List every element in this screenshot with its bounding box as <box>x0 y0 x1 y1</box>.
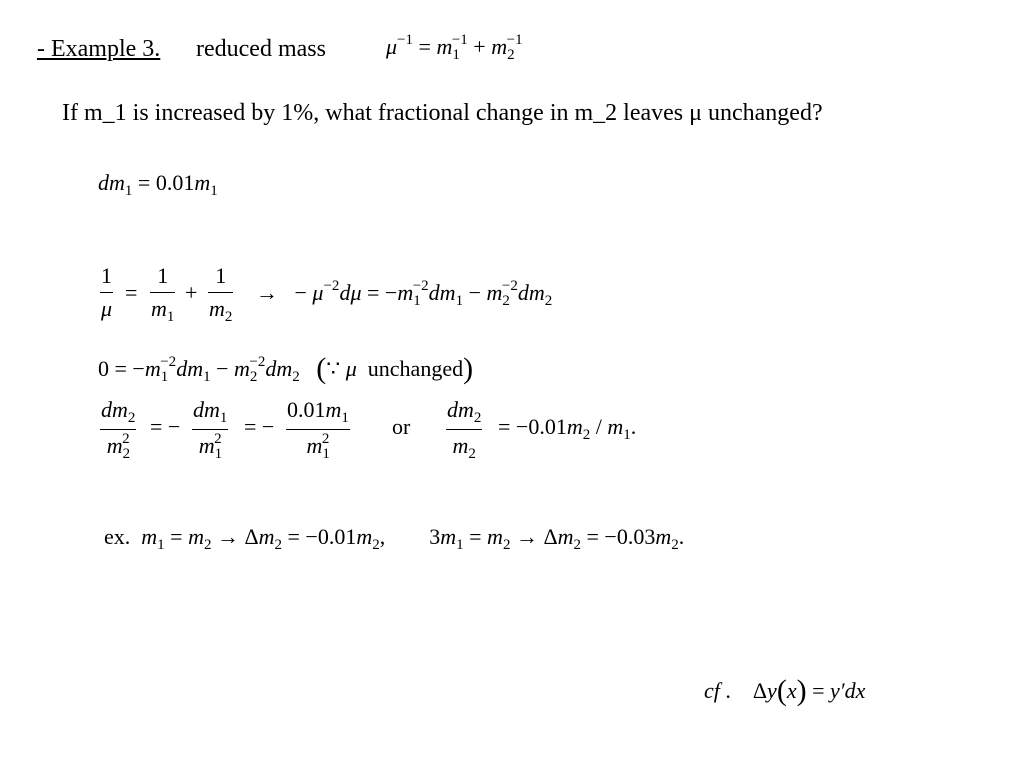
m-symbol: m <box>188 524 204 549</box>
subscript: 1 <box>210 183 218 199</box>
fraction-bar <box>192 429 228 430</box>
close-paren: ) <box>796 674 807 707</box>
zero: 0 <box>98 356 109 381</box>
because-symbol: ∵ <box>326 356 341 381</box>
exponent: 2 <box>214 431 222 447</box>
equals-sign: = − <box>366 280 398 305</box>
subscript: 2 <box>507 47 515 63</box>
subscript: 1 <box>214 446 223 462</box>
m-symbol: m <box>566 414 583 439</box>
fraction-1-over-m2 <box>208 262 233 326</box>
equals-sign: = − <box>287 524 318 549</box>
plus-sign: + <box>185 280 198 305</box>
subscript: 2 <box>203 537 212 553</box>
y-symbol: y <box>767 678 777 703</box>
denominator: $m_2$ <box>209 296 233 325</box>
numerator: 1 <box>101 263 113 288</box>
subscript: 1 <box>219 410 228 426</box>
fraction-bar <box>100 429 136 430</box>
subscript: 2 <box>224 309 233 325</box>
exponent: 2 <box>122 431 130 447</box>
question-text: If m_1 is increased by 1%, what fractional change in m_2 leaves μ unchanged? <box>62 100 823 126</box>
arrow-icon: → <box>216 524 239 549</box>
subscript: 2 <box>573 537 581 553</box>
subscript: 1 <box>157 537 165 553</box>
subscript: 1 <box>452 47 460 63</box>
denominator: μ <box>101 296 113 321</box>
or-word: or <box>392 414 411 439</box>
d-symbol: dm <box>428 280 456 305</box>
delta-symbol: Δ <box>543 524 558 549</box>
cf-label: cf <box>704 678 720 703</box>
denominator: $m_2^2$ <box>106 431 131 462</box>
exponent: −1 <box>506 32 523 48</box>
d-symbol: dm <box>98 170 125 195</box>
ex-label: ex. <box>104 524 131 549</box>
subscript: 2 <box>274 537 283 553</box>
equation-dm1 <box>98 170 218 199</box>
fraction-1-over-mu <box>100 262 113 323</box>
plus-sign: + <box>473 34 492 59</box>
numerator: 1 <box>215 263 227 288</box>
m-symbol: m <box>607 414 624 439</box>
delta-symbol: Δ <box>244 524 259 549</box>
subscript: 1 <box>456 537 464 553</box>
mu-symbol: μ <box>345 356 357 381</box>
mu-symbol: μ <box>386 34 398 59</box>
m-symbol: m <box>487 524 503 549</box>
subscript: 2 <box>127 410 136 426</box>
exponent: −2 <box>249 354 266 370</box>
example-number: - Example 3. <box>37 36 161 62</box>
subscript: 2 <box>582 427 591 443</box>
ratio-result <box>498 414 637 443</box>
subscript: 2 <box>372 537 380 553</box>
m-symbol: m <box>486 280 503 305</box>
m-symbol: m <box>436 34 453 59</box>
m-symbol: m <box>557 524 574 549</box>
exponent: −2 <box>323 278 340 294</box>
subscript: 1 <box>124 183 133 199</box>
m-symbol: m <box>144 356 161 381</box>
equals-sign: = <box>812 678 830 703</box>
equals-sign: = − <box>114 356 145 381</box>
y-prime-symbol: y′dx <box>830 678 866 703</box>
mu-symbol: μ <box>350 280 362 305</box>
equals-sign: = − <box>586 524 617 549</box>
subscript: 2 <box>502 537 511 553</box>
m-symbol: m <box>258 524 275 549</box>
coefficient: 0.01 <box>528 414 567 439</box>
close-paren: ) <box>463 352 474 385</box>
coefficient: 0.01 <box>317 524 357 549</box>
subscript: 2 <box>502 293 510 309</box>
subscript: 1 <box>413 293 421 309</box>
unchanged-word: unchanged <box>367 356 464 381</box>
m-symbol: m <box>397 280 414 305</box>
subscript: 2 <box>544 293 553 309</box>
coefficient: 3 <box>429 524 441 549</box>
equals-sign: = <box>125 280 138 305</box>
m-symbol: m <box>440 524 457 549</box>
topic-title: reduced mass <box>196 36 326 62</box>
arrow-icon: → <box>256 280 278 305</box>
subscript: 1 <box>203 369 211 385</box>
subscript: 2 <box>249 369 258 385</box>
denominator: $m_2$ <box>452 433 476 462</box>
numerator: $0.01m_1$ <box>287 397 349 426</box>
comma: , <box>379 524 386 549</box>
equals-minus: = − <box>150 414 181 439</box>
fraction-dm2-over-m2 <box>446 396 482 463</box>
numerator: $dm_1$ <box>193 397 228 426</box>
open-paren: ( <box>776 674 787 707</box>
slash: / <box>595 414 608 439</box>
subscript: 2 <box>292 369 300 385</box>
equals-sign: = <box>137 170 156 195</box>
exponent: −1 <box>451 32 468 48</box>
example-line <box>104 524 685 553</box>
fraction-1-over-m1 <box>150 262 175 326</box>
minus-sign: − <box>468 280 487 305</box>
coefficient: 0.01 <box>155 170 195 195</box>
subscript: 1 <box>160 369 169 385</box>
fraction-bar <box>208 292 233 293</box>
subscript: 1 <box>623 427 631 443</box>
m-symbol: m <box>491 34 508 59</box>
denominator: $m_1$ <box>151 296 175 325</box>
subscript: 2 <box>468 446 476 462</box>
fraction-bar <box>150 292 175 293</box>
period: . <box>719 678 731 703</box>
zero-equation <box>98 350 473 384</box>
exponent: −2 <box>501 278 518 294</box>
d-symbol: dm <box>176 356 204 381</box>
equals-sign: = <box>418 34 437 59</box>
fraction-bar <box>100 292 113 293</box>
equals-sign: = − <box>498 414 529 439</box>
coefficient: 0.01 <box>287 397 326 422</box>
subscript: 2 <box>671 537 679 553</box>
m-symbol: m <box>194 170 211 195</box>
numerator: 1 <box>157 263 169 288</box>
m-symbol: m <box>356 524 373 549</box>
mu-symbol: μ <box>312 280 324 305</box>
exponent: −2 <box>412 278 429 294</box>
reduced-mass-definition <box>386 32 523 63</box>
fraction-bar <box>286 429 350 430</box>
subscript: 1 <box>166 309 175 325</box>
cf-line <box>704 672 865 706</box>
subscript: 1 <box>455 293 464 309</box>
m-symbol: m <box>234 356 250 381</box>
subscript: 1 <box>322 446 330 462</box>
subscript: 2 <box>473 410 482 426</box>
d-symbol: d <box>339 280 351 305</box>
m-symbol: m <box>141 524 158 549</box>
arrow-icon: → <box>515 524 538 549</box>
exponent: −2 <box>160 354 177 370</box>
equals-minus: = − <box>244 414 275 439</box>
numerator: $dm_2$ <box>447 397 482 426</box>
d-symbol: dm <box>265 356 293 381</box>
coefficient: 0.03 <box>616 524 656 549</box>
period: . <box>678 524 685 549</box>
period: . <box>630 414 637 439</box>
subscript: 2 <box>122 446 131 462</box>
fraction-dm2-over-m2sq <box>100 396 136 463</box>
subscript: 1 <box>341 410 349 426</box>
minus-sign: − <box>283 280 313 305</box>
minus-sign: − <box>216 356 234 381</box>
exponent: 2 <box>321 431 330 447</box>
equals-sign: = <box>170 524 189 549</box>
numerator: $dm_2$ <box>101 397 136 426</box>
differential-equation <box>256 278 553 309</box>
open-paren: ( <box>316 352 327 385</box>
denominator: $m_1^2$ <box>198 431 223 462</box>
fraction-bar <box>446 429 482 430</box>
equals-sign: = <box>469 524 488 549</box>
delta-symbol: Δ <box>752 678 768 703</box>
x-symbol: x <box>786 678 797 703</box>
fraction-001m1-over-m1sq <box>286 396 350 463</box>
example-label <box>37 36 160 63</box>
d-symbol: dm <box>517 280 545 305</box>
fraction-dm1-over-m1sq <box>192 396 228 463</box>
denominator: $m_1^2$ <box>306 431 330 462</box>
exponent: −1 <box>397 32 414 48</box>
m-symbol: m <box>655 524 672 549</box>
